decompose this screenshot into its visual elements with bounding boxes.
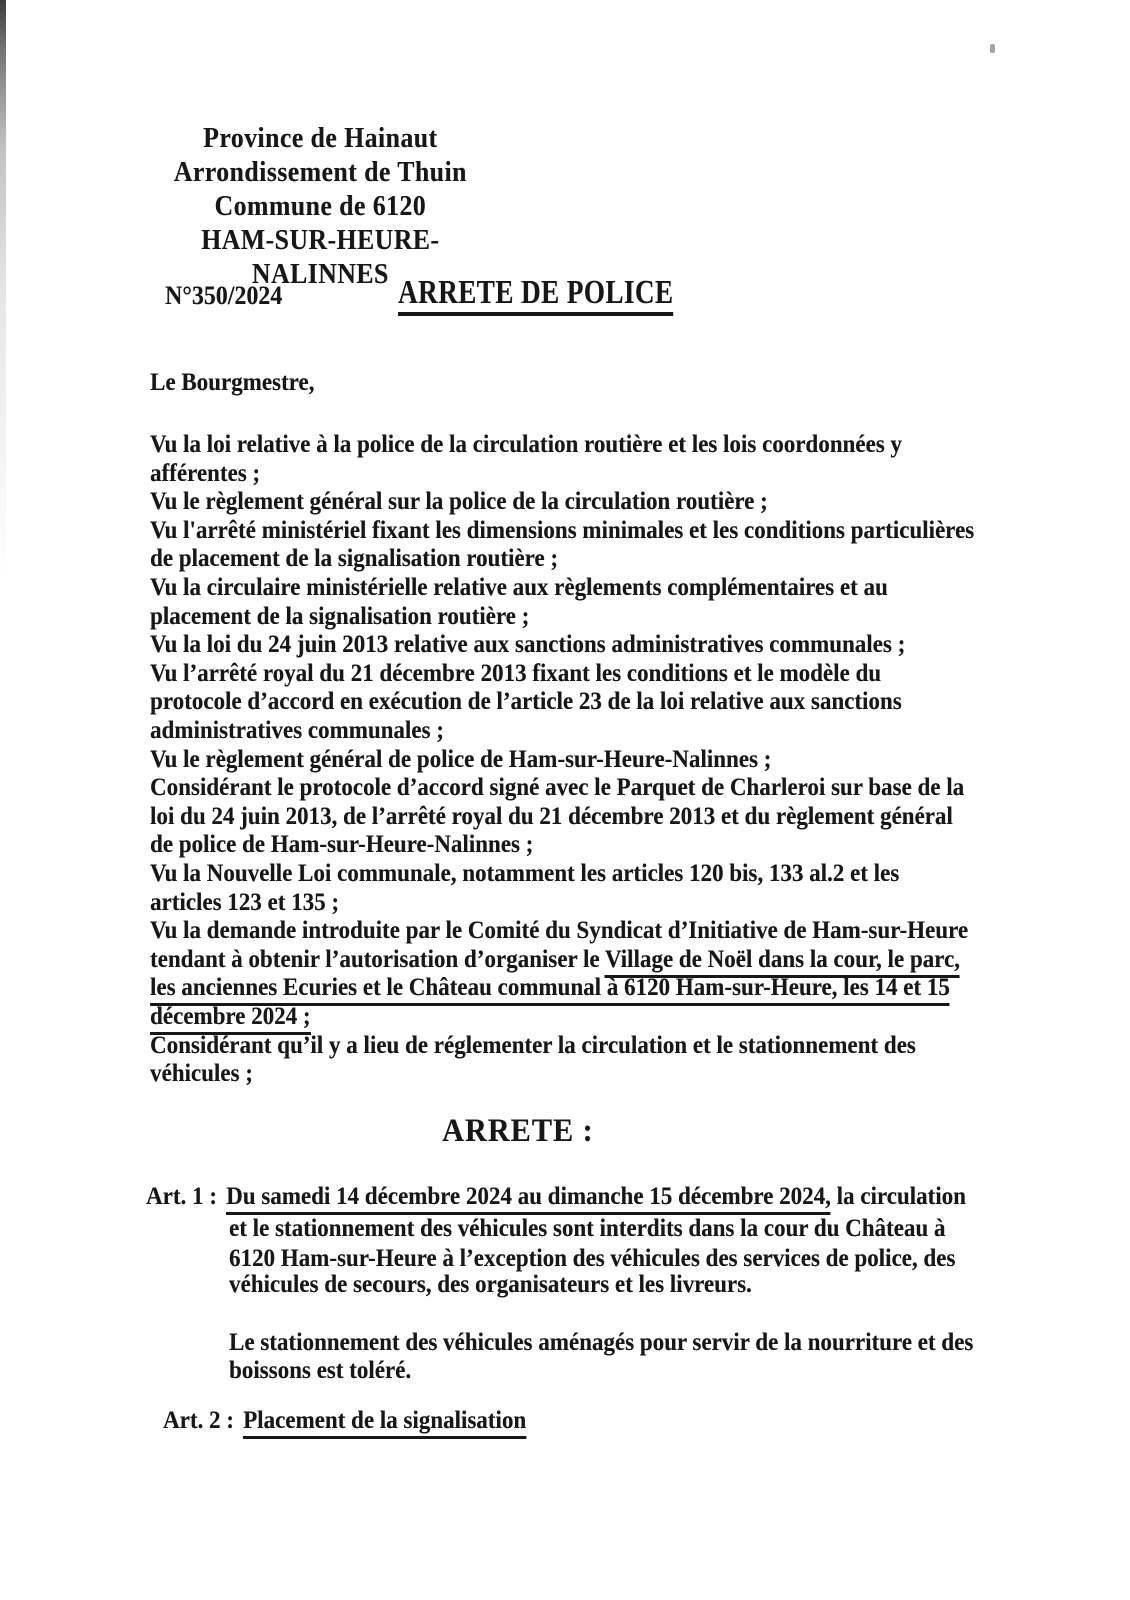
letterhead-line-province: Province de Hainaut <box>203 123 438 154</box>
preamble-line: loi du 24 juin 2013, de l’arrêté royal du 21 décembre 2013 et du règlement général <box>150 803 953 830</box>
document-title-text: ARRETE DE POLICE <box>398 274 673 316</box>
preamble-line: Vu l’arrêté royal du 21 décembre 2013 fixant les conditions et le modèle du <box>150 660 882 687</box>
article-1-text: la circulation <box>830 1183 966 1210</box>
document-number: N°350/2024 <box>165 281 283 310</box>
letterhead <box>140 122 501 292</box>
preamble-line: articles 123 et 135 ; <box>150 889 340 916</box>
scan-artifact-left-edge <box>0 0 6 600</box>
preamble-line: Considérant le protocole d’accord signé avec le Parquet de Charleroi sur base de la <box>150 774 965 801</box>
preamble-line: Vu l'arrêté ministériel fixant les dimensions minimales et les conditions particulières <box>150 517 975 544</box>
preamble-line <box>150 1003 311 1031</box>
letterhead-line-arrondissement: Arrondissement de Thuin <box>173 157 467 188</box>
article-1-line: 6120 Ham-sur-Heure à l’exception des véhicules des services de police, des <box>229 1245 956 1272</box>
article-1-underlined-dates: Du samedi 14 décembre 2024 au dimanche 15 décembre 2024, <box>226 1183 831 1215</box>
letterhead-line-municipality: HAM-SUR-HEURE-NALINNES <box>201 225 440 290</box>
preamble-line: véhicules ; <box>150 1060 253 1087</box>
preamble-line: Vu la circulaire ministérielle relative aux règlements complémentaires et au <box>150 574 888 601</box>
article-2-label: Art. 2 : <box>163 1407 234 1434</box>
letterhead-line-commune: Commune de 6120 <box>214 191 427 222</box>
scan-artifact-speck <box>990 44 995 53</box>
document-title <box>398 275 673 311</box>
preamble-line: afférentes ; <box>150 460 261 487</box>
preamble-line: protocole d’accord en exécution de l’article 23 de la loi relative aux sanctions <box>150 688 902 715</box>
article-1-line: et le stationnement des véhicules sont interdits dans la cour du Château à <box>229 1215 946 1242</box>
preamble-line <box>150 946 960 974</box>
preamble-text: tendant à obtenir l’autorisation d’organiser le <box>150 946 605 973</box>
preamble-underlined-text: décembre 2024 ; <box>150 1003 311 1035</box>
article-1-line: véhicules de secours, des organisateurs et les livreurs. <box>229 1271 752 1298</box>
preamble-line: Vu la loi relative à la police de la circulation routière et les lois coordonnées y <box>150 431 902 458</box>
preamble-underlined-text: Village de Noël dans la cour, le parc, <box>605 946 960 978</box>
preamble-line: placement de la signalisation routière ; <box>150 603 530 630</box>
article-2-title: Placement de la signalisation <box>243 1407 526 1439</box>
preamble-line: de placement de la signalisation routière ; <box>150 545 559 572</box>
article-1-paragraph-2-line: Le stationnement des véhicules aménagés pour servir de la nourriture et des <box>229 1329 974 1356</box>
preamble-underlined-text: les anciennes Ecuries et le Château communal à 6120 Ham-sur-Heure, les 14 et 15 <box>150 974 950 1006</box>
preamble-line: administratives communales ; <box>150 717 444 744</box>
preamble-line: Considérant qu’il y a lieu de réglementer la circulation et le stationnement des <box>150 1032 916 1059</box>
preamble-line: Vu la Nouvelle Loi communale, notamment les articles 120 bis, 133 al.2 et les <box>150 860 900 887</box>
preamble-line: Vu la loi du 24 juin 2013 relative aux sanctions administratives communales ; <box>150 631 906 658</box>
preamble-line: Vu le règlement général de police de Ham-sur-Heure-Nalinnes ; <box>150 746 772 773</box>
salutation: Le Bourgmestre, <box>150 369 315 396</box>
article-1-line <box>146 1183 966 1211</box>
article-1-paragraph-2-line: boissons est toléré. <box>229 1357 412 1384</box>
preamble-line: de police de Ham-sur-Heure-Nalinnes ; <box>150 831 534 858</box>
preamble-line: Vu la demande introduite par le Comité du Syndicat d’Initiative de Ham-sur-Heure <box>150 917 969 944</box>
preamble-line: Vu le règlement général sur la police de la circulation routière ; <box>150 488 768 515</box>
article-2-line <box>163 1407 526 1435</box>
preamble-line <box>150 974 950 1002</box>
article-1-label: Art. 1 : <box>146 1183 217 1210</box>
decree-heading: ARRETE : <box>442 1113 594 1149</box>
